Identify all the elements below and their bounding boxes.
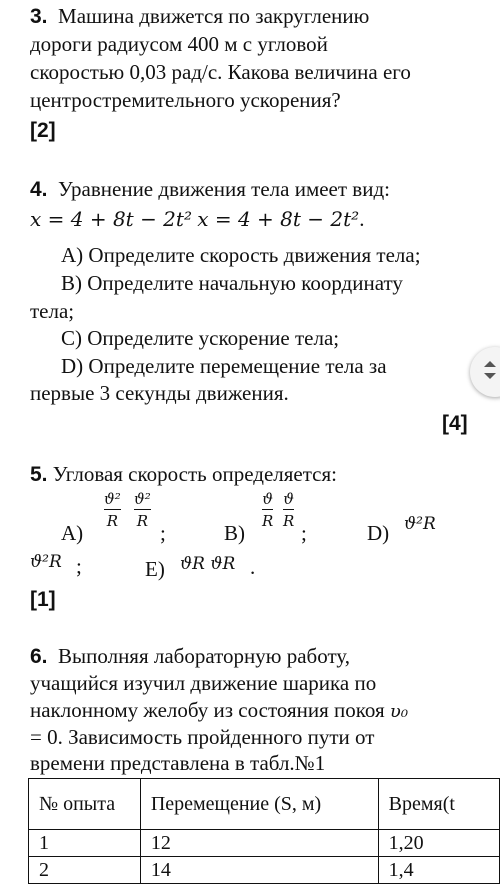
q3-line-1 xyxy=(30,3,369,30)
q5-opt-a-frac-2-num: ϑ² xyxy=(134,490,151,508)
experiment-table xyxy=(28,778,500,884)
q5-opt-a-frac-1-den: R xyxy=(106,512,119,530)
q3-number: 3. xyxy=(30,5,48,28)
table-cell: 1 xyxy=(29,830,141,857)
table-row xyxy=(29,857,500,884)
q5-option-e-label: E) xyxy=(145,557,165,581)
q6-line-1 xyxy=(30,643,350,670)
table-header-cell: № опыта xyxy=(29,779,141,830)
q5-opt-b-end: ; xyxy=(301,521,307,545)
q4-equation xyxy=(30,206,364,233)
q6-line-4: = 0. Зависимость пройденного пути от xyxy=(30,725,375,749)
q4-equation-a: x = 4 + 8t − 2t² xyxy=(30,207,192,231)
q3-points: [2] xyxy=(30,119,56,142)
q5-opt-a-frac-1 xyxy=(104,491,121,529)
q5-opt-b-frac-1-den: R xyxy=(262,512,274,530)
q6-text-3: наклонному желобу из состояния покоя xyxy=(30,698,385,722)
q3-line-2: дороги радиусом 400 м с угловой xyxy=(30,32,328,56)
q6-text-1: Выполняя лабораторную работу, xyxy=(58,644,350,668)
q5-opt-e-expr: ϑR ϑR xyxy=(180,554,236,574)
table-row xyxy=(29,830,500,857)
q4-points: [4] xyxy=(442,412,468,435)
q5-number: 5. xyxy=(30,463,48,486)
q4-intro-text: Уравнение движения тела имеет вид: xyxy=(58,177,390,201)
q5-opt-d-expr-2: ϑ²R xyxy=(30,552,62,572)
table-cell: 14 xyxy=(140,857,378,884)
q6-number: 6. xyxy=(30,645,48,668)
q3-line-3: скоростью 0,03 рад/с. Какова величина его xyxy=(30,60,411,84)
q4-number: 4. xyxy=(30,178,48,201)
q3-text-1: Машина движется по закруглению xyxy=(58,4,370,28)
q5-opt-d-end: ; xyxy=(76,554,82,578)
chevron-up-icon xyxy=(484,361,496,367)
q5-option-d-label: D) xyxy=(367,521,390,545)
table-header-cell: Время(t xyxy=(378,779,499,830)
table-cell: 1,4 xyxy=(378,857,499,884)
q5-opt-a-frac-2-den: R xyxy=(136,512,149,530)
q4-item-b-cont: тела; xyxy=(30,299,75,323)
q5-points: [1] xyxy=(30,588,56,611)
table-cell: 2 xyxy=(29,857,141,884)
q5-opt-b-frac-2-den: R xyxy=(283,512,295,530)
table-cell: 12 xyxy=(140,830,378,857)
q5-opt-a-end: ; xyxy=(160,521,166,545)
q5-opt-e-end: . xyxy=(250,555,256,579)
q4-item-c: C) Определите ускорение тела; xyxy=(61,326,340,350)
scroll-toggle-button[interactable] xyxy=(470,347,500,397)
q5-intro xyxy=(30,461,337,488)
q5-option-a-label: A) xyxy=(61,521,84,545)
q6-line-2: учащийся изучил движение шарика по xyxy=(30,671,377,695)
q3-line-4: центростремительного ускорения? xyxy=(30,88,341,112)
q4-item-b: B) Определите начальную координату xyxy=(61,271,403,295)
q4-item-a: A) Определите скорость движения тела; xyxy=(61,243,421,267)
q6-line-5: времени представлена в табл.№1 xyxy=(30,751,326,775)
q4-equation-b: x = 4 + 8t − 2t² xyxy=(197,207,360,231)
q5-opt-a-frac-1-num: ϑ² xyxy=(104,490,121,508)
table-header-cell: Перемещение (S, м) xyxy=(140,779,378,830)
q5-option-b-label: B) xyxy=(224,521,245,545)
chevron-down-icon xyxy=(484,373,496,379)
q4-intro xyxy=(30,176,390,203)
table-header-row xyxy=(29,779,500,830)
q5-opt-d-expr: ϑ²R xyxy=(404,514,436,534)
q6-line-3 xyxy=(30,697,408,725)
q5-opt-b-frac-2-num: ϑ xyxy=(283,490,295,508)
q6-v0: υ₀ xyxy=(389,701,409,722)
q4-item-d-cont: первые 3 секунды движения. xyxy=(30,381,289,405)
q4-equation-end: . xyxy=(359,207,365,231)
q5-opt-b-frac-2 xyxy=(283,491,294,529)
q5-intro-text: Угловая скорость определяется: xyxy=(52,462,337,486)
q5-opt-b-frac-1-num: ϑ xyxy=(262,490,274,508)
table-cell: 1,20 xyxy=(378,830,499,857)
q5-opt-a-frac-2 xyxy=(134,491,151,529)
q4-item-d: D) Определите перемещение тела за xyxy=(61,354,387,378)
q5-opt-b-frac-1 xyxy=(262,491,273,529)
